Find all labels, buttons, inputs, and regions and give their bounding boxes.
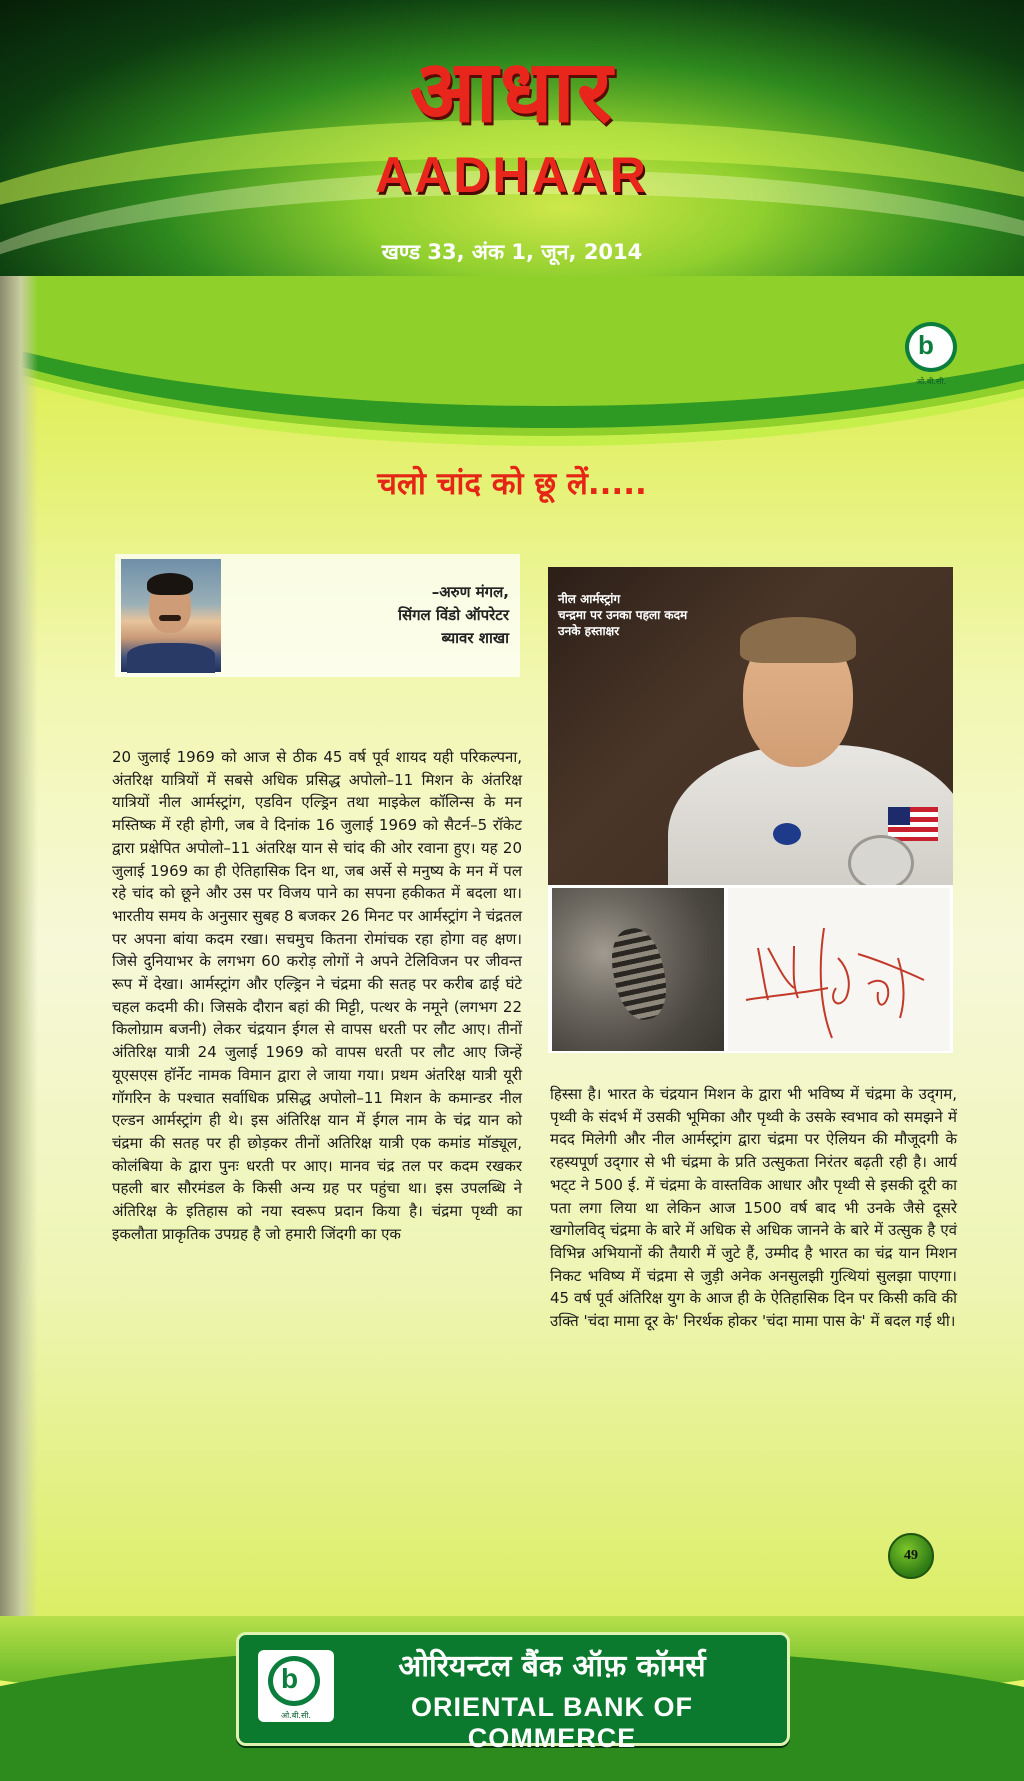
- obc-logo-icon: [905, 322, 957, 372]
- signature-photo: [728, 888, 950, 1051]
- bank-logo-caption: ओ.बी.सी.: [281, 1711, 311, 1720]
- article-column-left: [112, 746, 522, 1245]
- page-number: 49: [888, 1533, 934, 1579]
- obc-logo-caption: ओ.बी.सी.: [916, 377, 946, 386]
- bank-name-hindi: ओरियन्टल बैंक ऑफ़ कॉमर्स: [398, 1649, 706, 1684]
- top-green-wave: [0, 276, 1024, 466]
- nasa-patch-icon: [773, 823, 801, 845]
- bank-name-english: ORIENTAL BANK OF COMMERCE: [411, 1692, 693, 1753]
- photo-caption: चन्द्रमा पर उनका पहला कदम: [558, 608, 688, 622]
- photo-caption: नील आर्मस्ट्रांग: [558, 592, 621, 606]
- photo-caption: उनके हस्ताक्षर: [558, 624, 620, 638]
- author-branch: ब्यावर शाखा: [441, 629, 509, 647]
- article-title: चलो चांद को छू लें.....: [377, 466, 647, 502]
- article-column-right: [550, 1083, 957, 1333]
- obc-logo-letter: b: [918, 330, 934, 360]
- author-photo: [121, 559, 221, 672]
- signature-icon: [728, 888, 950, 1051]
- footprint-photo: [552, 888, 724, 1051]
- article-paragraph: 20 जुलाई 1969 को आज से ठीक 45 वर्ष पूर्व शायद यही परिकल्पना, अंतरिक्ष यात्रियों में सबसे अधिक प्रसिद्ध अपोलो–11 मिशन के अंतरिक्ष यात्रियों नील आर्मस्ट्रांग, एडविन एल्ड्रिन तथा माइकेल कॉलिन्स के मन मस्तिष्क में रही होगी, जब वे दिनांक 16 जुलाई 1969 को सैटर्न–5 रॉकेट द्वारा प्रक्षेपित अपोलो–11 अंतरिक्ष यान से चांद की ओर रवाना हुए। यह 20 जुलाई 1969 का ही ऐतिहासिक दिन था, जब अर्से से मनुष्य के मन में पल रहे चांद को छूने और उस पर विजय पाने का सपना हकीकत में बदला था। भारतीय समय के अनुसार सुबह 8 बजकर 26 मिनट पर आर्मस्ट्रांग ने चंद्रतल पर अपना बांया कदम रखा। सचमुच कितना रोमांचक रहा होगा वह क्षण। जिसे दुनियाभर के लगभग 60 करोड़ लोगों ने अपने टेलिविजन पर जीवन्त रूप में देखा। आर्मस्ट्रांग और एल्ड्रिन ने चंद्रमा की सतह पर करीब ढाई घंटे चहल कदमी की। जिसके दौरान बहां की मिट्टी, पत्थर के नमूने (लगभग 22 किलोग्राम बजनी) लेकर चंद्रयान ईगल से वापस धरती पर लौट आए। तीनों अंतिरिक्ष यात्री 24 जुलाई 1969 को वापस धरती पर लौट आए जिन्हें यूएसएस हॉर्नेट नामक विमान द्वारा ले जाया गया। प्रथम अंतरिक्ष यात्री यूरी गॉगरिन के पश्चात सर्वाधिक प्रसिद्ध अपोलो–11 मिशन के कमान्डर नील एल्डन आर्मस्ट्रांग ही थे। इस अंतिरिक्ष यान में ईगल नाम के चंद्र यान को चंद्रमा की सतह पर ही छोड़कर तीनों अतिरिक्ष यात्री एक कमांड मॉड्यूल, कोलंबिया के द्वारा पुनः धरती पर आए। मानव चंद्र तल पर कदम रखकर पहली बार सौरमंडल के किसी अन्य ग्रह पर पहुंचा था। इस उपलब्धि ने अंतिरिक्ष के इतिहास को नया स्वरूप प्रदान किया है। चंद्रमा पृथ्वी का इकलौता प्राकृतिक उपग्रह है जो हमारी जिंदगी का एक: [112, 748, 522, 1243]
- article-paragraph: हिस्सा है। भारत के चंद्रयान मिशन के द्वारा भी भविष्य में चंद्रमा के उद्‌गम, पृथ्वी के संदर्भ में उसकी भूमिका और पृथ्वी के उसके स्वभाव को समझने में मदद मिलेगी और नील आर्मस्ट्रांग द्वारा चंद्रमा पर ऐलियन की मौजूदगी के रहस्यपूर्ण उद्‌गार से भी चंद्रमा के प्रति उत्सुकता निरंतर बढ़ती रही है। आर्य भट्‌ट ने 500 ई. में चंद्रमा के वास्तविक आधार और पृथ्वी से इसकी दूरी का पता लगा लिया था लेकिन आज 1500 वर्ष बाद भी उनके जैसे दूसरे खगोलविद् चंद्रमा के बारे में अधिक से अधिक जानने के बारे में उत्सुक है एवं विभिन्न अभियानों की तैयारी में जुटे हैं, उम्मीद है भारत का चंद्र यान मिशन निकट भविष्य में चंद्रमा से जुड़ी अनेक अनसुलझी गुत्थियां सुलझा पाएगा। 45 वर्ष पूर्व अंतिरिक्ष युग के आज ही के ऐतिहासिक दिन पर किसी कवि की उक्ति 'चंदा मामा दूर के' निरर्थक होकर 'चंदा मामा पास के' में बदल गई थी।: [550, 1085, 957, 1331]
- magazine-logo-hindi: आधार: [409, 42, 615, 142]
- footprint-icon: [605, 924, 673, 1024]
- magazine-logo-english: AADHAAR: [375, 147, 649, 203]
- bank-logo-letter: b: [281, 1663, 299, 1694]
- author-name: –अरुण मंगल,: [431, 583, 509, 601]
- issue-line: खण्ड 33, अंक 1, जून, 2014: [381, 240, 643, 264]
- author-designation: सिंगल विंडो ऑपरेटर: [398, 606, 509, 624]
- us-flag-icon: [888, 807, 938, 841]
